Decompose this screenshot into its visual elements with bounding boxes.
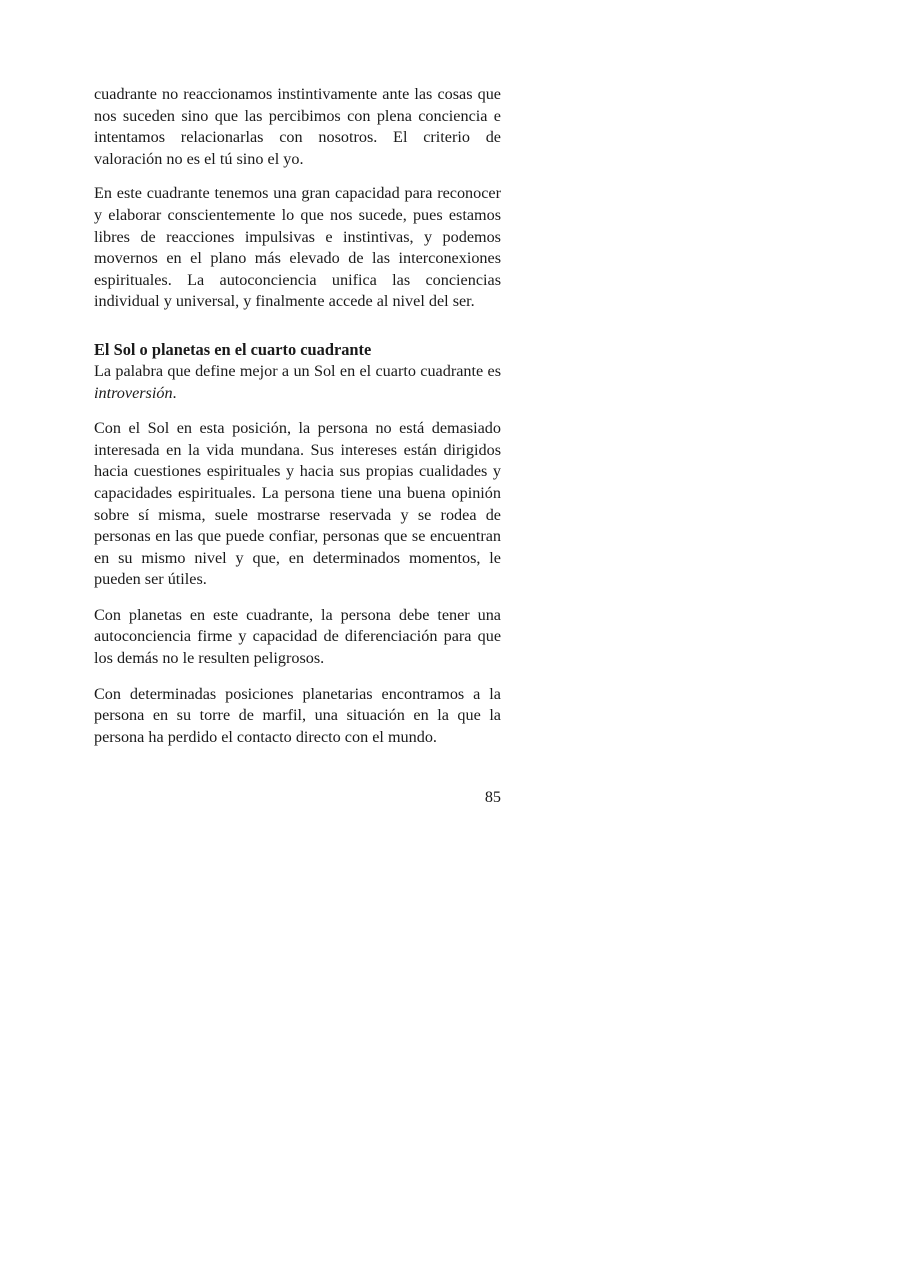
paragraph-planets: Con planetas en este cuadrante, la persona debe tener una autoconciencia firme y capacidad de diferenciación para que los demás no le resulten peligrosos.	[94, 605, 501, 668]
paragraph-sun-position: Con el Sol en esta posición, la persona no está demasiado interesada en la vida mundana. Sus intereses están dirigidos hacia cuestiones espirituales y hacia sus propias cualidades y capacidades espirituales. La persona tiene una buena opinión sobre sí misma, suele mostrarse reservada y se rodea de personas en las que puede confiar, personas que se encuentran en su mismo nivel y que, en determinados momentos, le pueden ser útiles.	[94, 419, 501, 589]
intro-text: La palabra que define mejor a un Sol en el cuarto cuadrante es	[94, 361, 501, 380]
paragraph-ivory-tower: Con determinadas posiciones planetarias encontramos a la persona en su torre de marfil, una situación en la que la persona ha perdido el contacto directo con el mundo.	[94, 684, 501, 746]
paragraph-intro	[94, 361, 501, 404]
paragraph-continuation: cuadrante no reaccionamos instintivamente ante las cosas que nos suceden sino que las percibimos con plena conciencia e intentamos relacionarlas con nosotros. El criterio de valoración no es el tú sino el yo.	[94, 85, 501, 168]
page-body	[94, 84, 501, 762]
page-number: 85	[484, 788, 501, 806]
intro-end: .	[172, 383, 177, 402]
intro-emphasis: introversión	[94, 383, 173, 402]
paragraph-capacity: En este cuadrante tenemos una gran capacidad para reconocer y elaborar conscientemente lo que nos sucede, pues estamos libres de reacciones impulsivas e instintivas, y podemos movernos en el plano más elevado de las interconexiones espirituales. La autoconciencia unifica las conciencias individual y universal, y finalmente accede al nivel del ser.	[94, 184, 501, 311]
section-heading: El Sol o planetas en el cuarto cuadrante	[94, 339, 372, 359]
